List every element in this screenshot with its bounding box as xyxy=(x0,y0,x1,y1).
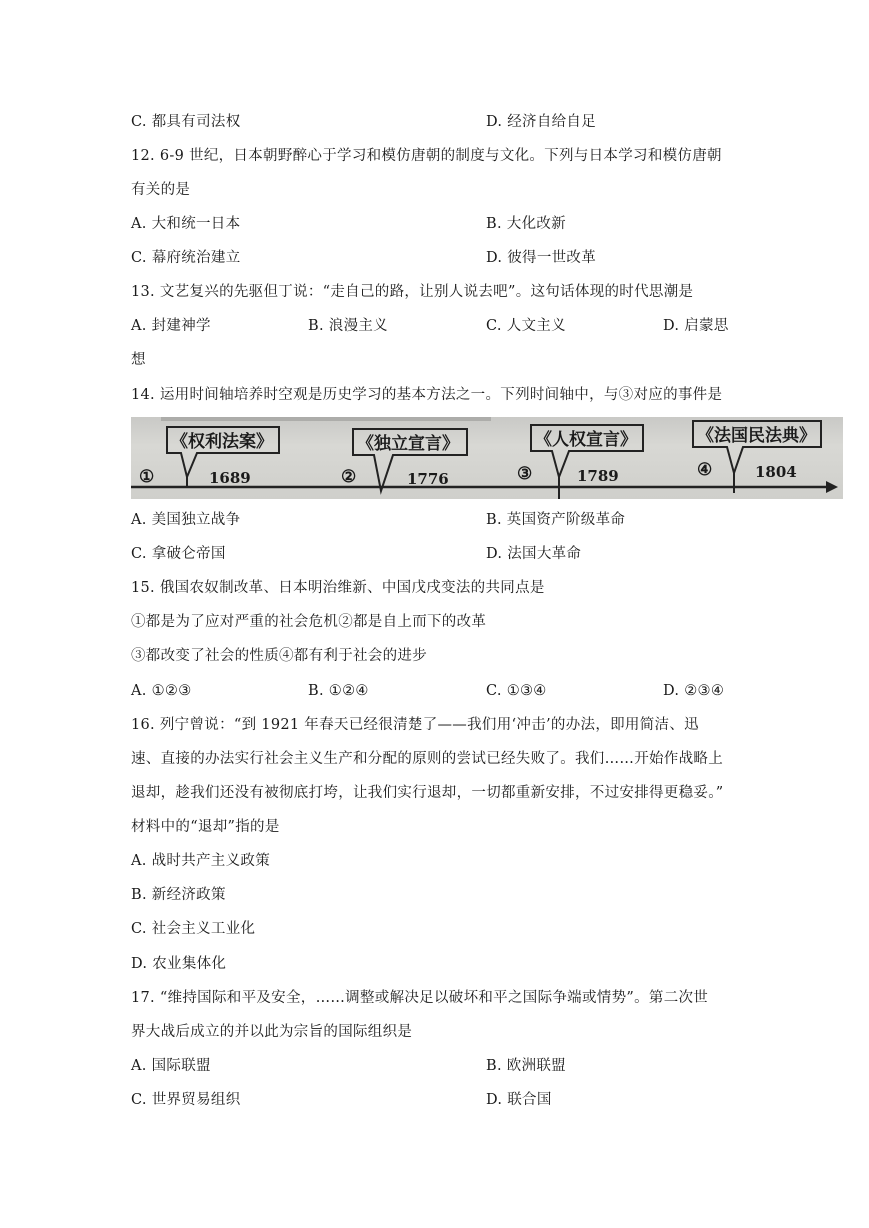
q14-option-d: D. 法国大革命 xyxy=(486,546,582,562)
q15-option-b: B. ①②④ xyxy=(308,683,369,699)
q14-stem: 14. 运用时间轴培养时空观是历史学习的基本方法之一。下列时间轴中，与③对应的事件是 xyxy=(131,387,723,403)
timeline-doc-2: 《独立宣言》 xyxy=(357,434,459,454)
q15-stem: 15. 俄国农奴制改革、日本明治维新、中国戊戌变法的共同点是 xyxy=(131,580,545,596)
q16-line4: 材料中的“退却”指的是 xyxy=(131,819,280,835)
timeline-marker-2: ② xyxy=(341,467,357,487)
timeline-year-1: 1689 xyxy=(209,469,251,487)
q12-option-c: C. 幕府统治建立 xyxy=(131,250,241,266)
q16-line1: 16. 列宁曾说：“到 1921 年春天已经很清楚了——我们用‘冲击’的办法，即用简洁、迅 xyxy=(131,717,699,733)
q13-stem: 13. 文艺复兴的先驱但丁说：“走自己的路，让别人说去吧”。这句话体现的时代思潮是 xyxy=(131,284,694,300)
q16-option-d: D. 农业集体化 xyxy=(131,956,227,972)
q12-stem-line1: 12. 6-9 世纪，日本朝野醉心于学习和模仿唐朝的制度与文化。下列与日本学习和模仿唐朝 xyxy=(131,148,722,164)
timeline-marker-3: ③ xyxy=(517,464,533,484)
q15-items-line1: ①都是为了应对严重的社会危机②都是自上而下的改革 xyxy=(131,614,487,630)
timeline-doc-1: 《权利法案》 xyxy=(171,432,273,452)
q17-line1: 17. “维持国际和平及安全，……调整或解决足以破坏和平之国际争端或情势”。第二次世 xyxy=(131,990,709,1006)
q17-line2: 界大战后成立的并以此为宗旨的国际组织是 xyxy=(131,1024,413,1040)
q15-option-d: D. ②③④ xyxy=(663,683,725,699)
q15-option-a: A. ①②③ xyxy=(131,683,192,699)
timeline-event-1 xyxy=(139,427,279,487)
q13-option-c: C. 人文主义 xyxy=(486,318,566,334)
q13-option-a: A. 封建神学 xyxy=(131,318,211,334)
q16-option-c: C. 社会主义工业化 xyxy=(131,921,256,937)
q12-option-a: A. 大和统一日本 xyxy=(131,216,241,232)
timeline-arrow xyxy=(826,481,838,493)
q15-items-line2: ③都改变了社会的性质④都有利于社会的进步 xyxy=(131,648,427,664)
q15-option-c: C. ①③④ xyxy=(486,683,547,699)
q16-option-a: A. 战时共产主义政策 xyxy=(131,853,270,869)
q17-option-b: B. 欧洲联盟 xyxy=(486,1058,566,1074)
q16-line2: 速、直接的办法实行社会主义生产和分配的原则的尝试已经失败了。我们……开始作战略上 xyxy=(131,751,723,767)
q16-line3: 退却，趁我们还没有被彻底打垮，让我们实行退却，一切都重新安排，不过安排得更稳妥。” xyxy=(131,785,724,801)
q14-option-b: B. 英国资产阶级革命 xyxy=(486,512,626,528)
q17-option-a: A. 国际联盟 xyxy=(131,1058,211,1074)
q13-option-d-wrap: 想 xyxy=(131,352,146,368)
timeline-marker-4: ④ xyxy=(697,460,713,480)
timeline-svg xyxy=(131,417,843,499)
timeline-year-4: 1804 xyxy=(755,463,797,481)
q17-option-d: D. 联合国 xyxy=(486,1092,552,1108)
q17-option-c: C. 世界贸易组织 xyxy=(131,1092,241,1108)
q12-stem-line2: 有关的是 xyxy=(131,182,191,198)
q14-option-a: A. 美国独立战争 xyxy=(131,512,241,528)
q12-option-d: D. 彼得一世改革 xyxy=(486,250,597,266)
timeline-marker-1: ① xyxy=(139,467,155,487)
timeline-doc-3: 《人权宣言》 xyxy=(535,430,637,450)
timeline-year-3: 1789 xyxy=(577,467,619,485)
q13-option-d: D. 启蒙思 xyxy=(663,318,729,334)
q16-option-b: B. 新经济政策 xyxy=(131,887,226,903)
timeline-image xyxy=(131,417,843,499)
q12-option-b: B. 大化改新 xyxy=(486,216,566,232)
q11-option-d: D. 经济自给自足 xyxy=(486,114,597,130)
timeline-doc-4: 《法国民法典》 xyxy=(697,426,816,446)
q11-option-c: C. 都具有司法权 xyxy=(131,114,241,130)
timeline-event-4 xyxy=(693,421,821,493)
q13-option-b: B. 浪漫主义 xyxy=(308,318,388,334)
timeline-event-2 xyxy=(341,429,467,491)
q14-option-c: C. 拿破仑帝国 xyxy=(131,546,226,562)
timeline-year-2: 1776 xyxy=(407,470,449,488)
